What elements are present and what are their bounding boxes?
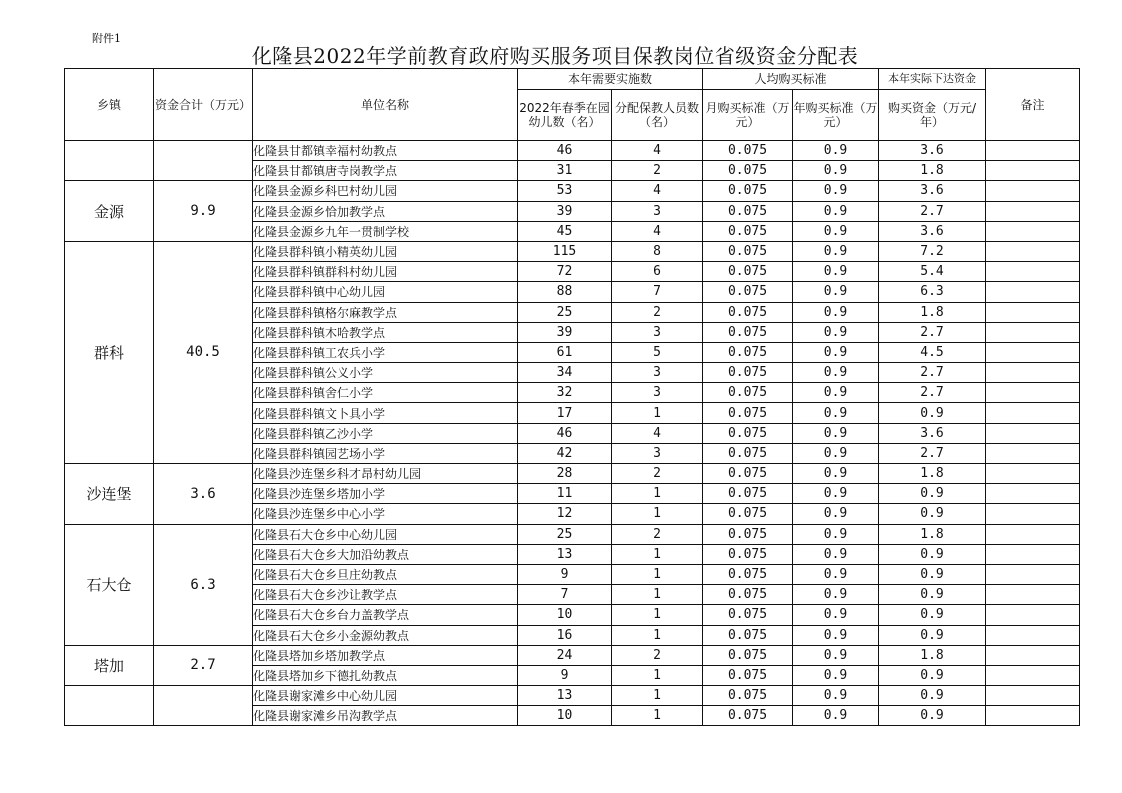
unit-name: 化隆县金源乡科巴村幼儿园 — [253, 181, 518, 201]
unit-name: 化隆县甘都镇唐寺岗教学点 — [253, 161, 518, 181]
funds-amount: 3.6 — [879, 423, 986, 443]
children-count: 39 — [518, 322, 612, 342]
remark-cell — [986, 181, 1080, 201]
funds-amount: 3.6 — [879, 181, 986, 201]
header-funds: 购买资金（万元/年） — [879, 90, 986, 141]
staff-count: 3 — [612, 201, 703, 221]
unit-name: 化隆县石大仓乡沙让教学点 — [253, 585, 518, 605]
funds-amount: 1.8 — [879, 302, 986, 322]
table-row — [65, 141, 1080, 161]
funds-amount: 0.9 — [879, 625, 986, 645]
staff-count: 2 — [612, 161, 703, 181]
remark-cell — [986, 201, 1080, 221]
children-count: 46 — [518, 423, 612, 443]
staff-count: 3 — [612, 322, 703, 342]
remark-cell — [986, 585, 1080, 605]
unit-name: 化隆县群科镇公义小学 — [253, 363, 518, 383]
children-count: 9 — [518, 665, 612, 685]
remark-cell — [986, 383, 1080, 403]
remark-cell — [986, 262, 1080, 282]
staff-count: 1 — [612, 706, 703, 726]
staff-count: 7 — [612, 282, 703, 302]
yearly-standard: 0.9 — [793, 706, 879, 726]
staff-count: 6 — [612, 262, 703, 282]
header-group-actual: 本年实际下达资金 — [879, 69, 986, 90]
monthly-standard: 0.075 — [703, 686, 793, 706]
header-monthly: 月购买标准（万元） — [703, 90, 793, 141]
table-row — [65, 686, 1080, 706]
children-count: 53 — [518, 181, 612, 201]
monthly-standard: 0.075 — [703, 322, 793, 342]
remark-cell — [986, 141, 1080, 161]
funds-amount: 7.2 — [879, 241, 986, 261]
town-name — [65, 141, 154, 181]
funds-amount: 0.9 — [879, 665, 986, 685]
yearly-standard: 0.9 — [793, 504, 879, 524]
monthly-standard: 0.075 — [703, 544, 793, 564]
yearly-standard: 0.9 — [793, 464, 879, 484]
staff-count: 1 — [612, 403, 703, 423]
funds-amount: 1.8 — [879, 464, 986, 484]
yearly-standard: 0.9 — [793, 423, 879, 443]
header-remark: 备注 — [986, 69, 1080, 141]
yearly-standard: 0.9 — [793, 585, 879, 605]
table-row — [65, 645, 1080, 665]
unit-name: 化隆县沙连堡乡塔加小学 — [253, 484, 518, 504]
monthly-standard: 0.075 — [703, 504, 793, 524]
staff-count: 2 — [612, 645, 703, 665]
staff-count: 1 — [612, 625, 703, 645]
funds-amount: 4.5 — [879, 342, 986, 362]
unit-name: 化隆县谢家滩乡中心幼儿园 — [253, 686, 518, 706]
monthly-standard: 0.075 — [703, 201, 793, 221]
unit-name: 化隆县谢家滩乡吊沟教学点 — [253, 706, 518, 726]
monthly-standard: 0.075 — [703, 605, 793, 625]
town-total — [154, 141, 253, 181]
remark-cell — [986, 241, 1080, 261]
children-count: 17 — [518, 403, 612, 423]
staff-count: 1 — [612, 484, 703, 504]
children-count: 31 — [518, 161, 612, 181]
unit-name: 化隆县群科镇乙沙小学 — [253, 423, 518, 443]
monthly-standard: 0.075 — [703, 302, 793, 322]
yearly-standard: 0.9 — [793, 181, 879, 201]
staff-count: 1 — [612, 544, 703, 564]
unit-name: 化隆县石大仓乡旦庄幼教点 — [253, 564, 518, 584]
children-count: 9 — [518, 564, 612, 584]
staff-count: 2 — [612, 464, 703, 484]
remark-cell — [986, 665, 1080, 685]
funds-amount: 1.8 — [879, 645, 986, 665]
yearly-standard: 0.9 — [793, 282, 879, 302]
monthly-standard: 0.075 — [703, 383, 793, 403]
unit-name: 化隆县群科镇文卜具小学 — [253, 403, 518, 423]
remark-cell — [986, 282, 1080, 302]
unit-name: 化隆县石大仓乡台力盖教学点 — [253, 605, 518, 625]
remark-cell — [986, 322, 1080, 342]
header-group-standard: 人均购买标准 — [703, 69, 879, 90]
children-count: 25 — [518, 302, 612, 322]
yearly-standard: 0.9 — [793, 605, 879, 625]
town-name: 群科 — [65, 241, 154, 463]
yearly-standard: 0.9 — [793, 564, 879, 584]
unit-name: 化隆县塔加乡下德扎幼教点 — [253, 665, 518, 685]
yearly-standard: 0.9 — [793, 363, 879, 383]
town-total: 40.5 — [154, 241, 253, 463]
monthly-standard: 0.075 — [703, 665, 793, 685]
header-total: 资金合计（万元） — [154, 69, 253, 141]
children-count: 88 — [518, 282, 612, 302]
funds-amount: 2.7 — [879, 363, 986, 383]
funds-amount: 6.3 — [879, 282, 986, 302]
staff-count: 4 — [612, 423, 703, 443]
children-count: 25 — [518, 524, 612, 544]
children-count: 12 — [518, 504, 612, 524]
staff-count: 1 — [612, 564, 703, 584]
unit-name: 化隆县群科镇木哈教学点 — [253, 322, 518, 342]
children-count: 10 — [518, 605, 612, 625]
remark-cell — [986, 403, 1080, 423]
funds-amount: 3.6 — [879, 221, 986, 241]
funds-amount: 3.6 — [879, 141, 986, 161]
town-total: 9.9 — [154, 181, 253, 242]
town-total: 6.3 — [154, 524, 253, 645]
monthly-standard: 0.075 — [703, 262, 793, 282]
table-row — [65, 464, 1080, 484]
allocation-table — [64, 68, 1080, 726]
staff-count: 1 — [612, 605, 703, 625]
unit-name: 化隆县沙连堡乡中心小学 — [253, 504, 518, 524]
monthly-standard: 0.075 — [703, 706, 793, 726]
yearly-standard: 0.9 — [793, 342, 879, 362]
monthly-standard: 0.075 — [703, 585, 793, 605]
unit-name: 化隆县群科镇小精英幼儿园 — [253, 241, 518, 261]
unit-name: 化隆县石大仓乡中心幼儿园 — [253, 524, 518, 544]
children-count: 10 — [518, 706, 612, 726]
yearly-standard: 0.9 — [793, 645, 879, 665]
children-count: 46 — [518, 141, 612, 161]
monthly-standard: 0.075 — [703, 161, 793, 181]
children-count: 28 — [518, 464, 612, 484]
header-group-need: 本年需要实施数 — [518, 69, 703, 90]
children-count: 115 — [518, 241, 612, 261]
yearly-standard: 0.9 — [793, 262, 879, 282]
monthly-standard: 0.075 — [703, 241, 793, 261]
unit-name: 化隆县群科镇舍仁小学 — [253, 383, 518, 403]
remark-cell — [986, 221, 1080, 241]
yearly-standard: 0.9 — [793, 403, 879, 423]
remark-cell — [986, 504, 1080, 524]
yearly-standard: 0.9 — [793, 322, 879, 342]
remark-cell — [986, 342, 1080, 362]
yearly-standard: 0.9 — [793, 383, 879, 403]
funds-amount: 0.9 — [879, 544, 986, 564]
town-name: 石大仓 — [65, 524, 154, 645]
unit-name: 化隆县群科镇园艺场小学 — [253, 443, 518, 463]
yearly-standard: 0.9 — [793, 201, 879, 221]
children-count: 32 — [518, 383, 612, 403]
table-row — [65, 181, 1080, 201]
monthly-standard: 0.075 — [703, 141, 793, 161]
remark-cell — [986, 363, 1080, 383]
attachment-label: 附件1 — [92, 32, 121, 45]
remark-cell — [986, 706, 1080, 726]
remark-cell — [986, 464, 1080, 484]
monthly-standard: 0.075 — [703, 282, 793, 302]
staff-count: 3 — [612, 363, 703, 383]
unit-name: 化隆县金源乡恰加教学点 — [253, 201, 518, 221]
children-count: 11 — [518, 484, 612, 504]
monthly-standard: 0.075 — [703, 403, 793, 423]
monthly-standard: 0.075 — [703, 443, 793, 463]
funds-amount: 0.9 — [879, 605, 986, 625]
children-count: 24 — [518, 645, 612, 665]
unit-name: 化隆县塔加乡塔加教学点 — [253, 645, 518, 665]
town-name: 金源 — [65, 181, 154, 242]
unit-name: 化隆县甘都镇幸福村幼教点 — [253, 141, 518, 161]
funds-amount: 0.9 — [879, 564, 986, 584]
remark-cell — [986, 484, 1080, 504]
yearly-standard: 0.9 — [793, 544, 879, 564]
funds-amount: 0.9 — [879, 484, 986, 504]
header-town: 乡镇 — [65, 69, 154, 141]
yearly-standard: 0.9 — [793, 665, 879, 685]
town-total: 3.6 — [154, 464, 253, 525]
unit-name: 化隆县群科镇中心幼儿园 — [253, 282, 518, 302]
header-yearly: 年购买标准（万元） — [793, 90, 879, 141]
monthly-standard: 0.075 — [703, 221, 793, 241]
children-count: 42 — [518, 443, 612, 463]
staff-count: 4 — [612, 141, 703, 161]
yearly-standard: 0.9 — [793, 302, 879, 322]
monthly-standard: 0.075 — [703, 524, 793, 544]
children-count: 13 — [518, 686, 612, 706]
children-count: 39 — [518, 201, 612, 221]
staff-count: 4 — [612, 221, 703, 241]
staff-count: 1 — [612, 686, 703, 706]
remark-cell — [986, 645, 1080, 665]
table-row — [65, 241, 1080, 261]
unit-name: 化隆县石大仓乡小金源幼教点 — [253, 625, 518, 645]
monthly-standard: 0.075 — [703, 423, 793, 443]
funds-amount: 0.9 — [879, 706, 986, 726]
yearly-standard: 0.9 — [793, 221, 879, 241]
staff-count: 3 — [612, 443, 703, 463]
unit-name: 化隆县石大仓乡大加沿幼教点 — [253, 544, 518, 564]
staff-count: 5 — [612, 342, 703, 362]
staff-count: 3 — [612, 383, 703, 403]
monthly-standard: 0.075 — [703, 625, 793, 645]
header-unit: 单位名称 — [253, 69, 518, 141]
staff-count: 2 — [612, 302, 703, 322]
yearly-standard: 0.9 — [793, 161, 879, 181]
staff-count: 1 — [612, 504, 703, 524]
funds-amount: 2.7 — [879, 383, 986, 403]
staff-count: 1 — [612, 665, 703, 685]
yearly-standard: 0.9 — [793, 686, 879, 706]
unit-name: 化隆县群科镇工农兵小学 — [253, 342, 518, 362]
yearly-standard: 0.9 — [793, 524, 879, 544]
town-name — [65, 686, 154, 726]
remark-cell — [986, 605, 1080, 625]
monthly-standard: 0.075 — [703, 484, 793, 504]
staff-count: 8 — [612, 241, 703, 261]
town-name: 沙连堡 — [65, 464, 154, 525]
funds-amount: 0.9 — [879, 403, 986, 423]
children-count: 34 — [518, 363, 612, 383]
header-staff: 分配保教人员数（名） — [612, 90, 703, 141]
yearly-standard: 0.9 — [793, 443, 879, 463]
yearly-standard: 0.9 — [793, 141, 879, 161]
monthly-standard: 0.075 — [703, 564, 793, 584]
remark-cell — [986, 625, 1080, 645]
monthly-standard: 0.075 — [703, 363, 793, 383]
page-title: 化隆县2022年学前教育政府购买服务项目保教岗位省级资金分配表 — [251, 44, 859, 68]
remark-cell — [986, 564, 1080, 584]
remark-cell — [986, 302, 1080, 322]
town-total: 2.7 — [154, 645, 253, 685]
monthly-standard: 0.075 — [703, 464, 793, 484]
children-count: 72 — [518, 262, 612, 282]
remark-cell — [986, 544, 1080, 564]
unit-name: 化隆县群科镇群科村幼儿园 — [253, 262, 518, 282]
children-count: 7 — [518, 585, 612, 605]
children-count: 45 — [518, 221, 612, 241]
children-count: 16 — [518, 625, 612, 645]
monthly-standard: 0.075 — [703, 181, 793, 201]
remark-cell — [986, 524, 1080, 544]
monthly-standard: 0.075 — [703, 645, 793, 665]
staff-count: 1 — [612, 585, 703, 605]
funds-amount: 0.9 — [879, 504, 986, 524]
funds-amount: 2.7 — [879, 322, 986, 342]
monthly-standard: 0.075 — [703, 342, 793, 362]
staff-count: 2 — [612, 524, 703, 544]
town-name: 塔加 — [65, 645, 154, 685]
remark-cell — [986, 686, 1080, 706]
children-count: 61 — [518, 342, 612, 362]
remark-cell — [986, 443, 1080, 463]
table-row — [65, 524, 1080, 544]
unit-name: 化隆县金源乡九年一贯制学校 — [253, 221, 518, 241]
yearly-standard: 0.9 — [793, 625, 879, 645]
funds-amount: 5.4 — [879, 262, 986, 282]
table-body — [65, 141, 1080, 726]
remark-cell — [986, 423, 1080, 443]
remark-cell — [986, 161, 1080, 181]
funds-amount: 2.7 — [879, 443, 986, 463]
funds-amount: 0.9 — [879, 585, 986, 605]
unit-name: 化隆县沙连堡乡科才昂村幼儿园 — [253, 464, 518, 484]
yearly-standard: 0.9 — [793, 484, 879, 504]
staff-count: 4 — [612, 181, 703, 201]
funds-amount: 0.9 — [879, 686, 986, 706]
funds-amount: 1.8 — [879, 161, 986, 181]
yearly-standard: 0.9 — [793, 241, 879, 261]
funds-amount: 1.8 — [879, 524, 986, 544]
unit-name: 化隆县群科镇格尔麻教学点 — [253, 302, 518, 322]
header-children: 2022年春季在园幼儿数（名） — [518, 90, 612, 141]
funds-amount: 2.7 — [879, 201, 986, 221]
town-total — [154, 686, 253, 726]
children-count: 13 — [518, 544, 612, 564]
